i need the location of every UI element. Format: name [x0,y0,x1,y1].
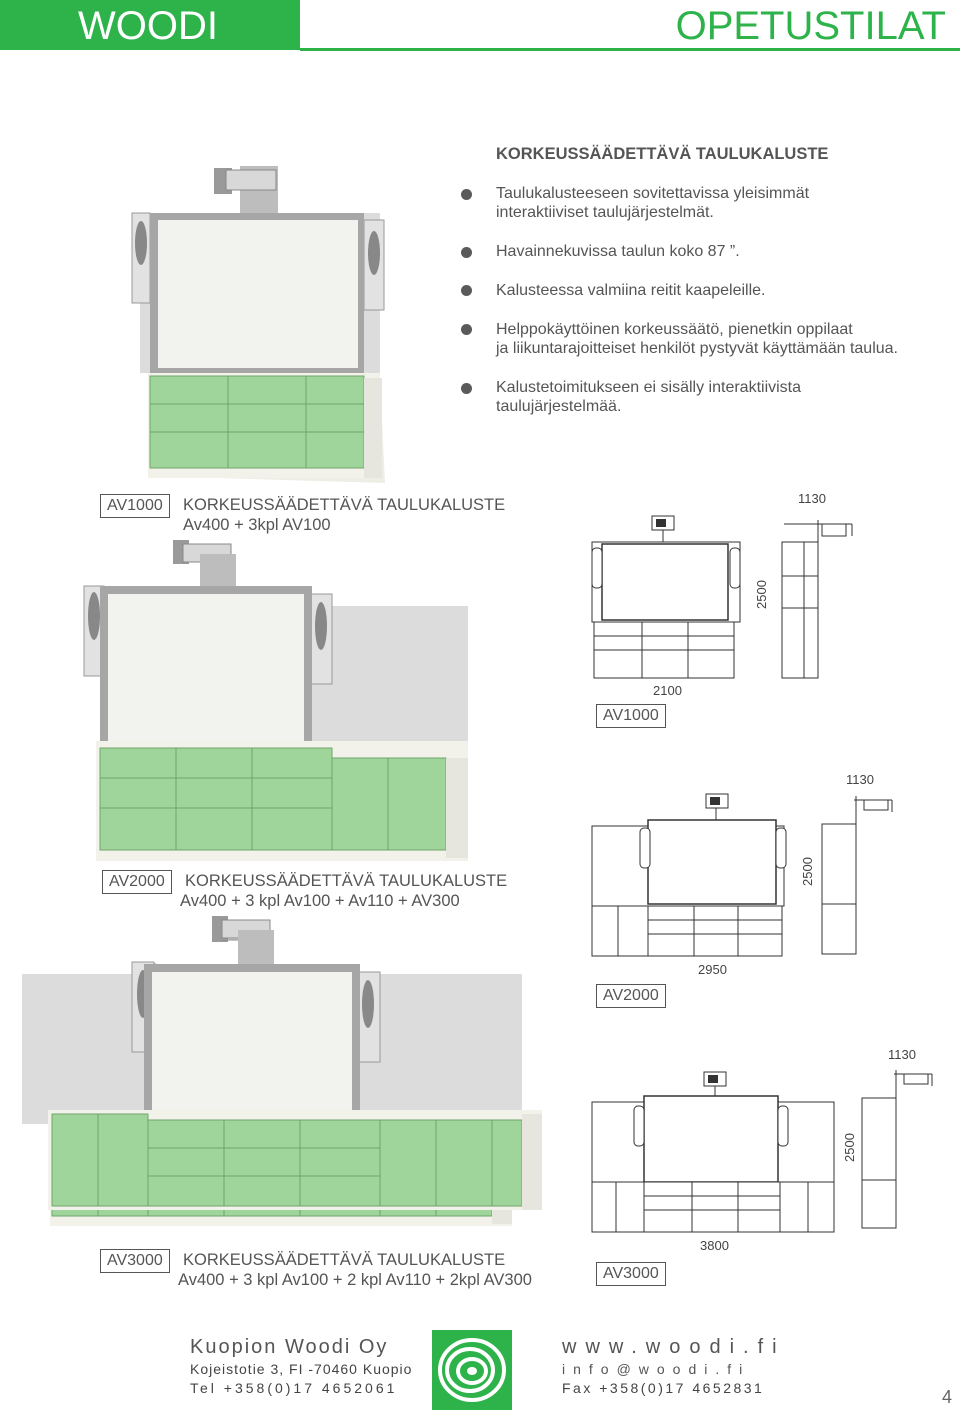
intro-bullet-1: Taulukalusteeseen sovitettavissa yleisimmät interaktiiviset taulujärjestelmät. [496,185,810,221]
brand-name: WOODI [78,4,218,48]
footer-company: Kuopion Woodi Oy [190,1336,389,1358]
footer-email[interactable]: info@woodi.fi [562,1361,751,1377]
model-title-av2000: KORKEUSSÄÄDETTÄVÄ TAULUKALUSTE [185,872,508,890]
height-label-av2000: 2500 [800,857,815,886]
render-av1000 [78,536,478,866]
bullet-dot-icon [461,324,472,335]
width-label-av1000: 2100 [653,683,682,698]
footer-website[interactable]: www.woodi.fi [562,1336,786,1358]
side-drawing-av1000 [776,510,856,680]
footer-fax: Fax +358(0)17 4652831 [562,1380,765,1396]
drawing-code-av2000: AV2000 [596,984,666,1008]
depth-label-av1000: 1130 [798,491,826,506]
intro-bullet-5: Kalustetoimitukseen ei sisälly interaktiivista taulujärjestelmää. [496,379,802,415]
model-code-av3000: AV3000 [100,1249,170,1273]
model-subtitle-av1000: Av400 + 3kpl AV100 [183,516,331,534]
width-label-av3000: 3800 [700,1238,729,1253]
render-av3000 [22,914,552,1214]
model-subtitle-av3000: Av400 + 3 kpl Av100 + 2 kpl Av110 + 2kpl AV300 [178,1271,532,1289]
bullet-dot-icon [461,383,472,394]
height-label-av1000: 2500 [754,580,769,609]
footer-address: Kojeistotie 3, FI -70460 Kuopio [190,1361,413,1377]
front-drawing-av1000 [590,510,742,682]
intro-title: KORKEUSSÄÄDETTÄVÄ TAULUKALUSTE [496,145,829,163]
front-drawing-av2000 [588,790,788,960]
model-title-av3000: KORKEUSSÄÄDETTÄVÄ TAULUKALUSTE [183,1251,506,1269]
hero-furniture-render [130,158,420,488]
intro-bullet-2: Havainnekuvissa taulun koko 87 ”. [496,243,740,260]
intro-bullet-3: Kalusteessa valmiina reitit kaapeleille. [496,282,766,299]
bullet-dot-icon [461,247,472,258]
page-number: 4 [941,1387,952,1407]
header-brand-bar [0,0,300,50]
model-title-av1000: KORKEUSSÄÄDETTÄVÄ TAULUKALUSTE [183,496,506,514]
intro-bullet-4: Helppokäyttöinen korkeussäätö, pienetkin oppilaat ja liikuntarajoitteiset henkilöt pystyvät käyttämään taulua. [496,321,898,357]
model-subtitle-av2000: Av400 + 3 kpl Av100 + Av110 + AV300 [180,892,460,910]
footer-tel: Tel +358(0)17 4652061 [190,1380,398,1396]
model-code-av2000: AV2000 [102,870,172,894]
drawing-code-av3000: AV3000 [596,1262,666,1286]
bullet-dot-icon [461,189,472,200]
depth-label-av2000: 1130 [846,772,874,787]
woodi-tree-rings-logo [432,1330,512,1410]
bullet-dot-icon [461,285,472,296]
model-code-av1000: AV1000 [100,494,170,518]
depth-label-av3000: 1130 [888,1047,916,1062]
side-drawing-av2000 [818,788,898,958]
side-drawing-av3000 [858,1062,938,1232]
width-label-av2000: 2950 [698,962,727,977]
section-title: OPETUSTILAT [675,4,946,48]
front-drawing-av3000 [588,1066,838,1236]
drawing-code-av1000: AV1000 [596,704,666,728]
height-label-av3000: 2500 [842,1133,857,1162]
